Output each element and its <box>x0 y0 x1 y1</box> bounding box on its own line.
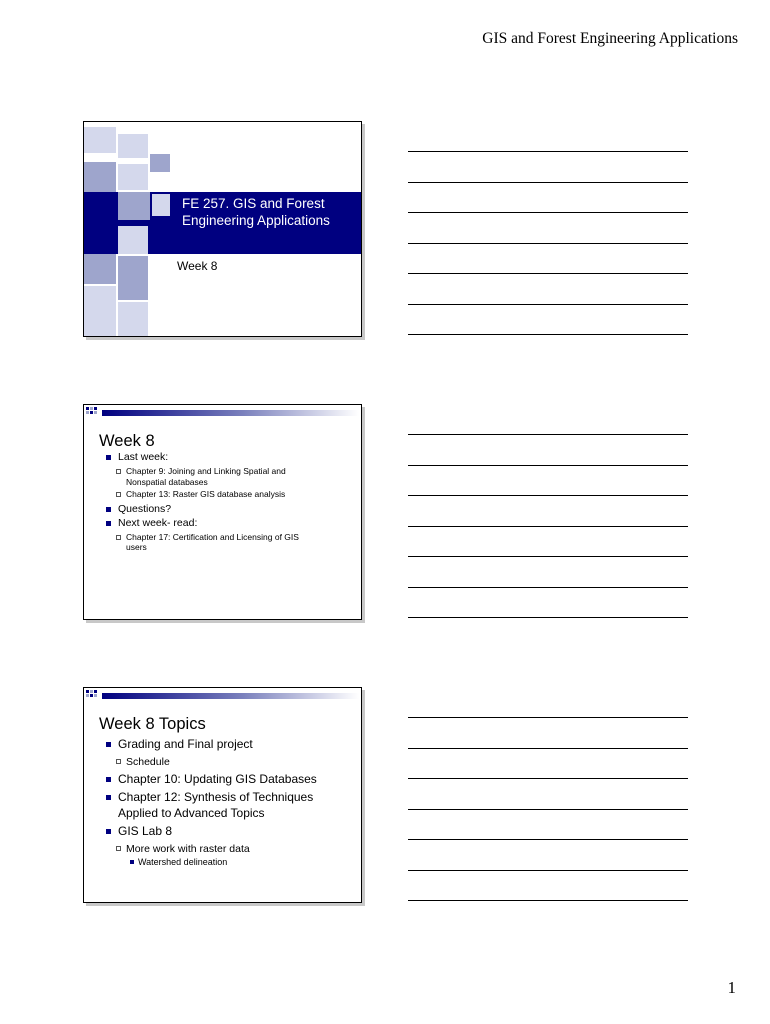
note-line <box>408 434 688 435</box>
slide-1-heading-line: Engineering Applications <box>182 213 330 228</box>
note-line <box>408 556 688 557</box>
note-line <box>408 182 688 183</box>
note-line <box>408 717 688 718</box>
decor-square <box>152 194 170 216</box>
note-line <box>408 778 688 779</box>
slide-1-title <box>83 121 362 337</box>
decor-square <box>84 162 116 192</box>
note-line <box>408 900 688 901</box>
decor-square <box>118 134 148 158</box>
sub-bullet-item: Chapter 13: Raster GIS database analysis <box>116 489 299 500</box>
slide-1-subtitle: Week 8 <box>177 259 218 273</box>
bullet-item: Questions? <box>106 503 299 516</box>
bullet-text: Chapter 9: Joining and Linking Spatial and <box>126 466 286 476</box>
note-line <box>408 809 688 810</box>
bullet-text: users <box>126 542 147 552</box>
note-line <box>408 748 688 749</box>
bullet-item: Last week: <box>106 451 299 464</box>
page-header-title: GIS and Forest Engineering Applications <box>482 30 738 47</box>
slide-3-bullets <box>106 734 317 868</box>
page-number: 1 <box>727 978 736 997</box>
sub-sub-bullet-item: Watershed delineation <box>130 856 317 868</box>
slide-2 <box>83 404 362 620</box>
note-line <box>408 334 688 335</box>
decor-square <box>118 256 148 300</box>
slide-2-heading: Week 8 <box>99 432 155 450</box>
note-line <box>408 495 688 496</box>
note-line <box>408 304 688 305</box>
slide-1-heading-line: FE 257. GIS and Forest <box>182 196 325 211</box>
note-line <box>408 243 688 244</box>
slide-top-bar <box>86 690 359 699</box>
slide-2-bullets <box>106 451 299 553</box>
bullet-item <box>106 790 317 821</box>
decor-square <box>118 164 148 190</box>
decor-square <box>84 127 116 153</box>
slide-3 <box>83 687 362 903</box>
sub-bullet-item: More work with raster data <box>116 842 317 856</box>
bullet-item: Next week- read: <box>106 517 299 530</box>
note-line <box>408 839 688 840</box>
bullet-text: Chapter 17: Certification and Licensing of GIS <box>126 531 299 542</box>
sub-bullet-item <box>116 532 299 553</box>
bullet-text: Applied to Advanced Topics <box>118 805 265 820</box>
note-line <box>408 212 688 213</box>
note-line <box>408 870 688 871</box>
bullet-text: Nonspatial databases <box>126 476 208 487</box>
note-line <box>408 617 688 618</box>
bullet-text: Chapter 12: Synthesis of Techniques <box>118 790 314 804</box>
slide-1-heading <box>182 195 360 229</box>
decor-square <box>118 226 148 254</box>
note-line <box>408 273 688 274</box>
decor-square <box>118 302 148 336</box>
decor-square <box>84 286 116 336</box>
note-line <box>408 587 688 588</box>
bullet-item: Chapter 10: Updating GIS Databases <box>106 772 317 788</box>
slide-top-bar <box>86 407 359 416</box>
sub-bullet-item: Schedule <box>116 755 317 769</box>
decor-square <box>118 192 150 220</box>
slide-3-heading: Week 8 Topics <box>99 715 206 733</box>
note-line <box>408 151 688 152</box>
decor-square <box>84 254 116 284</box>
sub-bullet-item <box>116 466 299 487</box>
bullet-item: GIS Lab 8 <box>106 824 317 840</box>
note-line <box>408 526 688 527</box>
note-line <box>408 465 688 466</box>
decor-square <box>150 154 170 172</box>
bullet-item: Grading and Final project <box>106 737 317 753</box>
